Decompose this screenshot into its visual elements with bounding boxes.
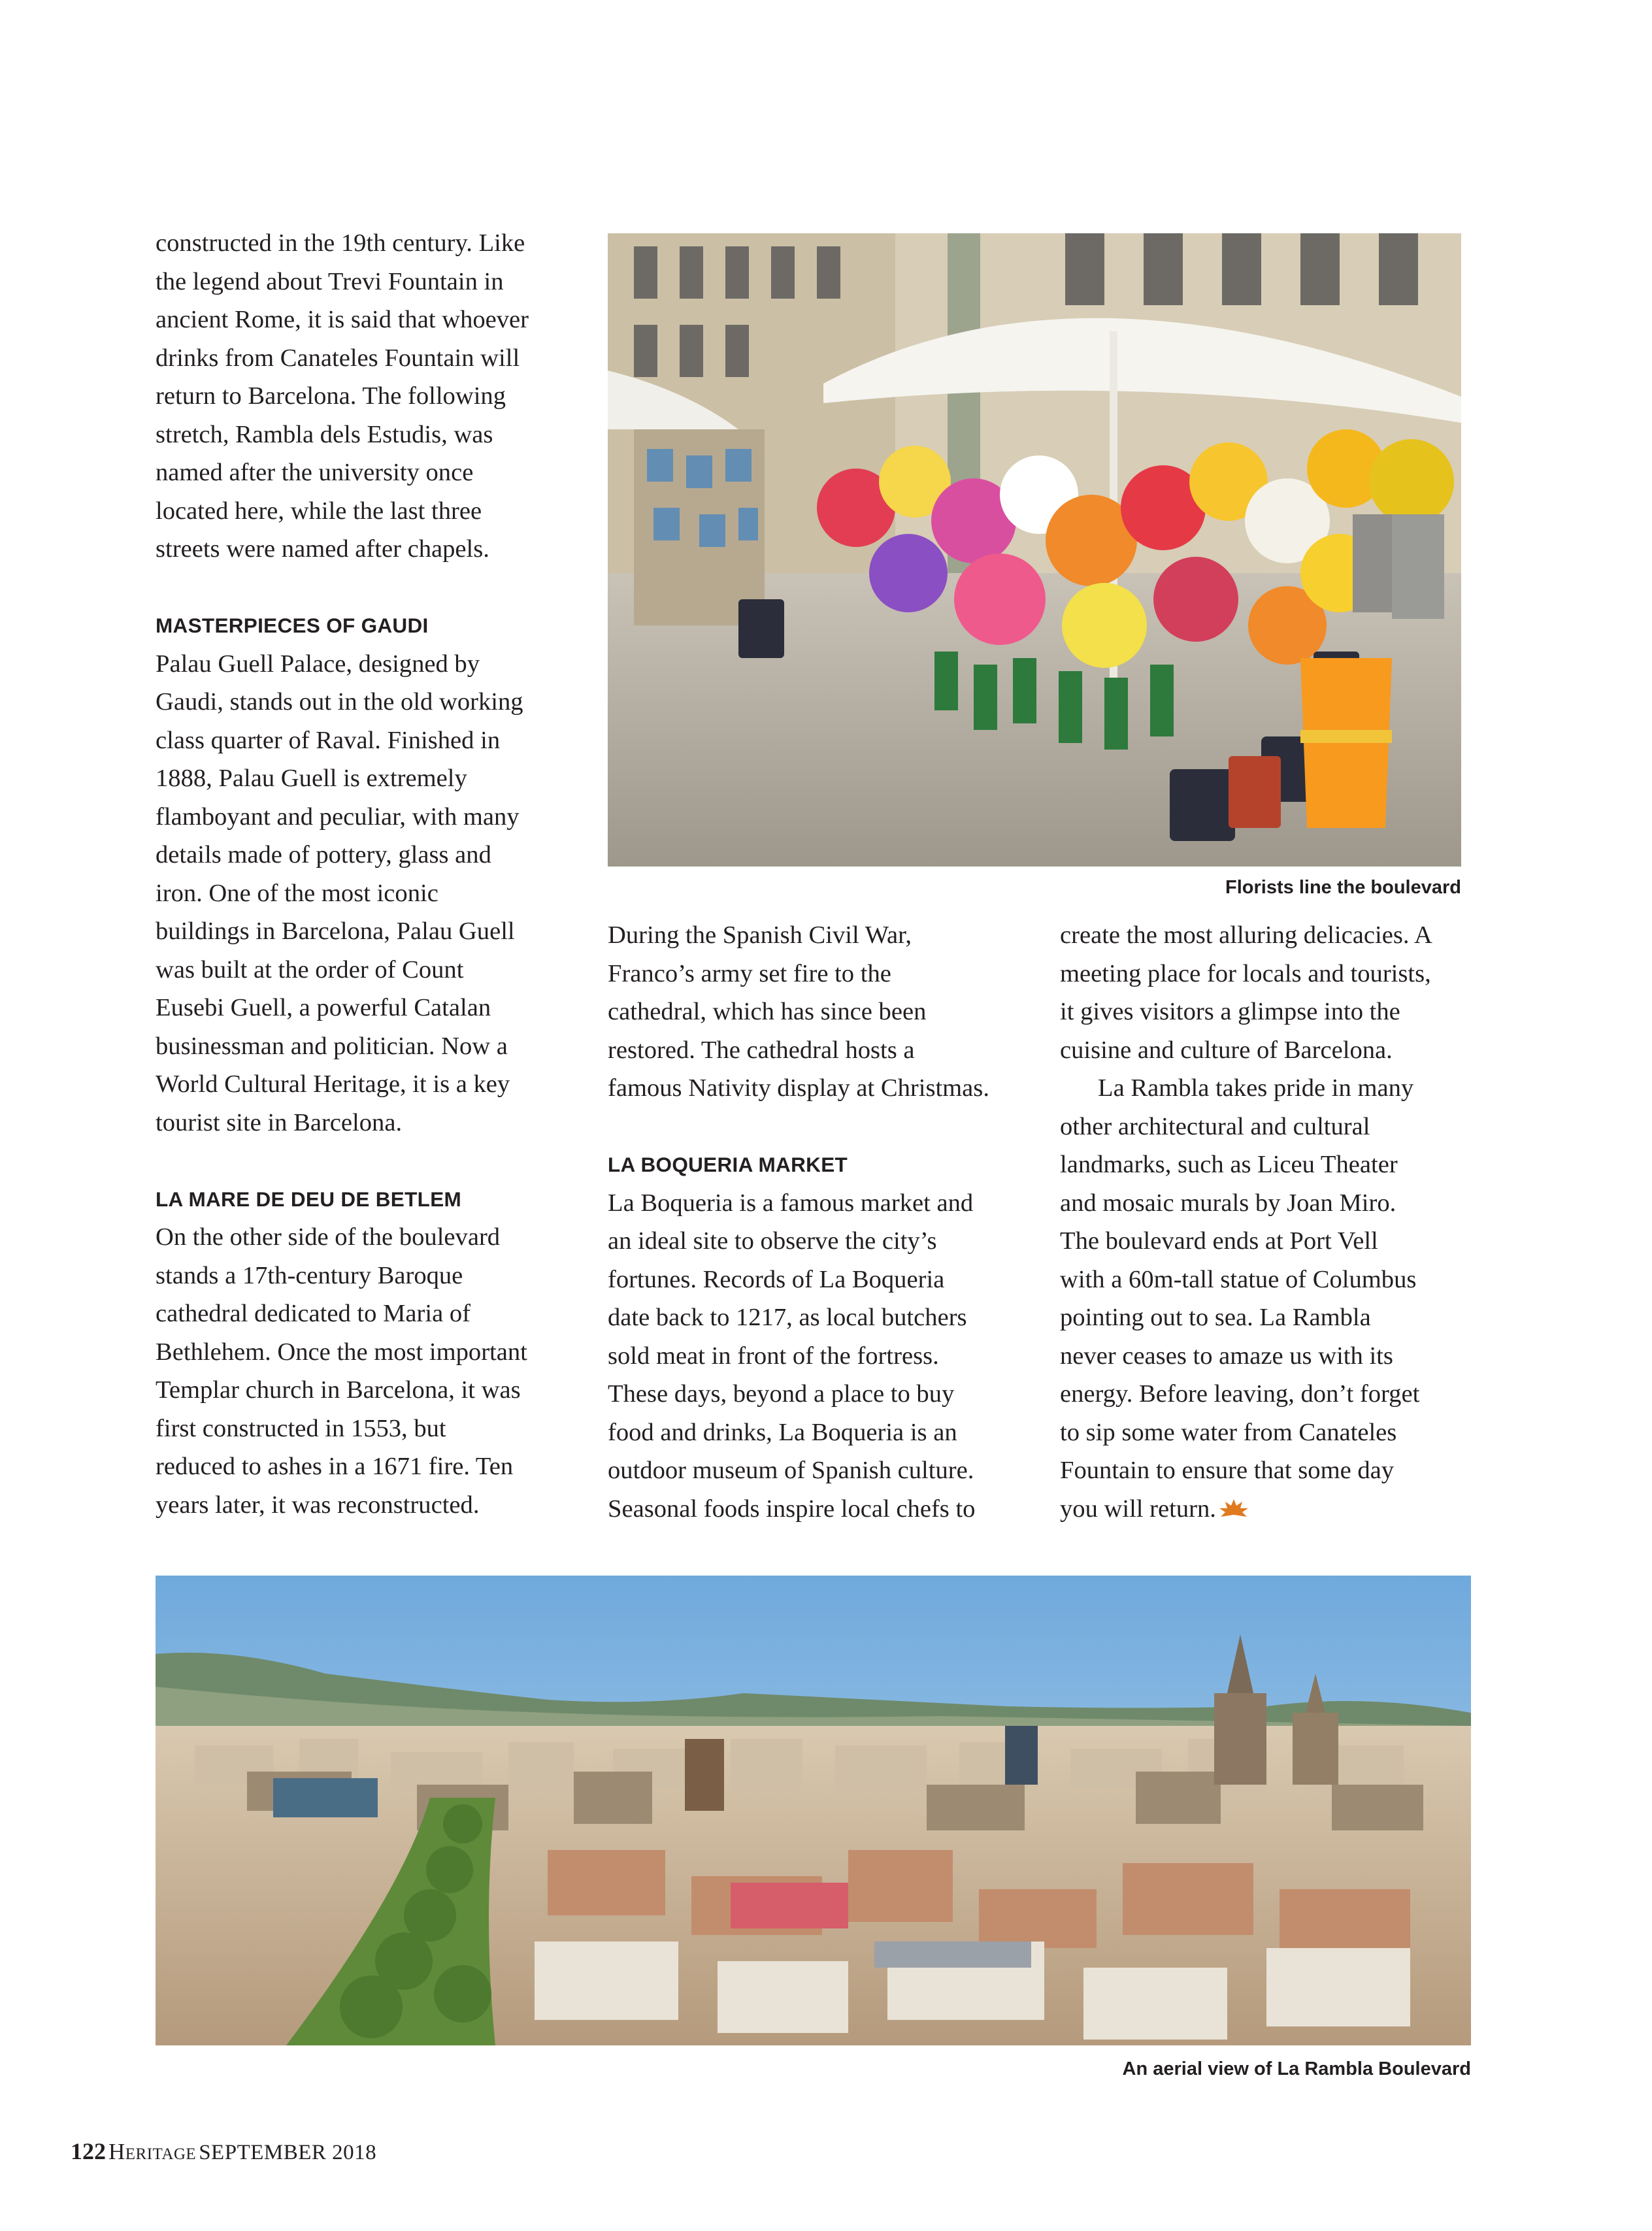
page-number: 122 [71, 2138, 106, 2164]
aerial-city-photo [156, 1576, 1471, 2045]
closing-paragraph [1060, 1069, 1478, 1530]
text-line: Palau Guell Palace, designed by [156, 650, 480, 678]
text-line: flamboyant and peculiar, with many [156, 802, 520, 831]
issue-date: SEPTEMBER 2018 [199, 2141, 377, 2164]
text-line: stretch, Rambla dels Estudis, was [156, 420, 493, 448]
text-line: iron. One of the most iconic [156, 879, 438, 907]
text-line: cathedral dedicated to Maria of [156, 1300, 471, 1327]
text-line: it gives visitors a glimpse into the [1060, 998, 1400, 1025]
text-line: These days, beyond a place to buy [608, 1380, 955, 1408]
text-line: constructed in the 19th century. Like [156, 229, 525, 257]
text-line: food and drinks, La Boqueria is an [608, 1418, 957, 1446]
aerial-caption: An aerial view of La Rambla Boulevard [1122, 2058, 1471, 2079]
text-line-last [1060, 1490, 1478, 1531]
section-heading-gaudi: MASTERPIECES OF GAUDI [156, 614, 429, 637]
text-line: return to Barcelona. The following [156, 382, 506, 410]
text-line: Franco’s army set fire to the [608, 959, 891, 987]
betlem-paragraph [156, 1218, 574, 1524]
text-line: sold meat in front of the fortress. [608, 1342, 939, 1370]
text-line: never ceases to amaze us with its [1060, 1342, 1393, 1370]
gaudi-paragraph [156, 645, 574, 1142]
text-line: Gaudi, stands out in the old working [156, 688, 523, 716]
section-heading-boqueria: LA BOQUERIA MARKET [608, 1153, 848, 1176]
last-line-text: you will return. [1060, 1495, 1216, 1523]
text-line: named after the university once [156, 459, 474, 486]
text-line: 1888, Palau Guell is extremely [156, 765, 467, 792]
text-line: cathedral, which has since been [608, 998, 927, 1025]
text-line: years later, it was reconstructed. [156, 1491, 480, 1519]
text-line: details made of pottery, glass and [156, 841, 491, 868]
text-line: reduced to ashes in a 1671 fire. Ten [156, 1453, 514, 1480]
text-line: and mosaic murals by Joan Miro. [1060, 1189, 1396, 1217]
text-line: streets were named after chapels. [156, 535, 489, 563]
leaf-end-mark-icon [1217, 1493, 1250, 1531]
text-line: energy. Before leaving, don’t forget [1060, 1380, 1420, 1408]
intro-paragraph [156, 224, 574, 569]
text-line: cuisine and culture of Barcelona. [1060, 1036, 1393, 1064]
text-line: Bethlehem. Once the most important [156, 1338, 527, 1366]
text-line: to sip some water from Canateles [1060, 1418, 1397, 1446]
civil-war-paragraph [608, 916, 1026, 1108]
text-line: pointing out to sea. La Rambla [1060, 1304, 1371, 1331]
text-line: fortunes. Records of La Boqueria [608, 1265, 945, 1293]
boqueria-paragraph [608, 1184, 1026, 1529]
text-line: La Rambla takes pride in many [1098, 1074, 1414, 1102]
text-line: On the other side of the boulevard [156, 1223, 501, 1251]
text-line: meeting place for locals and tourists, [1060, 959, 1431, 987]
column-1 [156, 224, 574, 1524]
flowers-caption: Florists line the boulevard [1225, 877, 1461, 898]
text-line: other architectural and cultural [1060, 1112, 1370, 1140]
text-line: Fountain to ensure that some day [1060, 1457, 1395, 1484]
text-line: class quarter of Raval. Finished in [156, 726, 501, 754]
text-line: stands a 17th-century Baroque [156, 1261, 463, 1289]
page-folio [71, 2138, 376, 2165]
text-line: businessman and politician. Now a [156, 1032, 508, 1060]
text-line: World Cultural Heritage, it is a key [156, 1070, 510, 1098]
text-line: The boulevard ends at Port Vell [1060, 1227, 1378, 1255]
text-line: first constructed in 1553, but [156, 1414, 446, 1442]
flower-stall-photo [608, 233, 1461, 867]
text-line: was built at the order of Count [156, 955, 464, 983]
text-line: tourist site in Barcelona. [156, 1108, 403, 1136]
text-line: buildings in Barcelona, Palau Guell [156, 917, 515, 945]
boqueria-continued-paragraph [1060, 916, 1478, 1069]
text-line: restored. The cathedral hosts a [608, 1036, 915, 1064]
text-line: Templar church in Barcelona, it was [156, 1376, 521, 1404]
column-3 [1060, 916, 1478, 1530]
text-line: located here, while the last three [156, 497, 482, 525]
text-line: outdoor museum of Spanish culture. [608, 1457, 974, 1484]
text-line: with a 60m-tall statue of Columbus [1060, 1265, 1417, 1293]
text-line: ancient Rome, it is said that whoever [156, 306, 529, 333]
text-line: date back to 1217, as local butchers [608, 1304, 967, 1331]
text-line: an ideal site to observe the city’s [608, 1227, 937, 1255]
text-line: La Boqueria is a famous market and [608, 1189, 974, 1217]
text-line: create the most alluring delicacies. A [1060, 921, 1432, 949]
text-line: the legend about Trevi Fountain in [156, 267, 504, 295]
text-line: During the Spanish Civil War, [608, 921, 912, 949]
text-line: famous Nativity display at Christmas. [608, 1074, 989, 1102]
column-2 [608, 916, 1026, 1528]
section-heading-betlem: LA MARE DE DEU DE BETLEM [156, 1187, 462, 1211]
text-line: drinks from Canateles Fountain will [156, 344, 520, 372]
magazine-name: Heritage [108, 2139, 197, 2164]
text-line: Seasonal foods inspire local chefs to [608, 1495, 976, 1523]
text-line: landmarks, such as Liceu Theater [1060, 1151, 1398, 1178]
text-line: Eusebi Guell, a powerful Catalan [156, 994, 491, 1021]
